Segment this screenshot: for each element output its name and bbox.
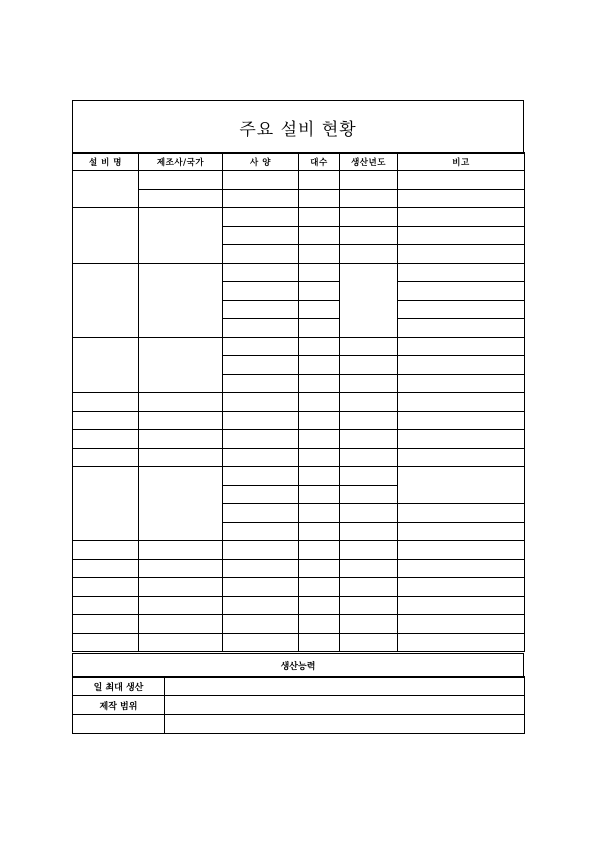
cell-name[interactable] bbox=[73, 430, 139, 449]
cell-qty[interactable] bbox=[299, 578, 340, 597]
cell-qty[interactable] bbox=[299, 485, 340, 504]
daily-max-label: 일 최대 생산 bbox=[73, 677, 165, 696]
table-row bbox=[73, 393, 525, 412]
cell-maker[interactable] bbox=[139, 430, 223, 449]
cell-year[interactable] bbox=[340, 522, 398, 541]
cell-name[interactable] bbox=[73, 633, 139, 652]
cell-year[interactable] bbox=[340, 467, 398, 486]
cell-spec[interactable] bbox=[223, 282, 299, 301]
cell-name[interactable] bbox=[73, 448, 139, 467]
col-header-maker: 제조사/국가 bbox=[139, 153, 223, 171]
cell-spec[interactable] bbox=[223, 578, 299, 597]
cell-remarks[interactable] bbox=[398, 411, 525, 430]
cell-spec[interactable] bbox=[223, 171, 299, 190]
cell-year[interactable] bbox=[340, 208, 398, 227]
scope-label: 제작 범위 bbox=[73, 696, 165, 715]
cell-name[interactable] bbox=[73, 559, 139, 578]
cell-spec[interactable] bbox=[223, 467, 299, 486]
capacity-table bbox=[72, 676, 525, 734]
cell-remarks[interactable] bbox=[398, 578, 525, 597]
cell-remarks[interactable] bbox=[398, 337, 525, 356]
cell-year[interactable] bbox=[340, 263, 398, 337]
cell-spec[interactable] bbox=[223, 189, 299, 208]
cell-remarks[interactable] bbox=[398, 356, 525, 375]
cell-remarks[interactable] bbox=[398, 319, 525, 338]
capacity-header: 생산능력 bbox=[73, 654, 524, 678]
table-row bbox=[73, 337, 525, 356]
cell-spec[interactable] bbox=[223, 522, 299, 541]
cell-spec[interactable] bbox=[223, 633, 299, 652]
cell-qty[interactable] bbox=[299, 467, 340, 486]
cell-name[interactable] bbox=[73, 578, 139, 597]
cell-remarks[interactable] bbox=[398, 430, 525, 449]
table-row bbox=[73, 615, 525, 634]
equipment-form bbox=[72, 100, 524, 733]
equipment-table bbox=[72, 152, 525, 652]
cell-remarks[interactable] bbox=[398, 189, 525, 208]
cell-spec[interactable] bbox=[223, 319, 299, 338]
cell-spec[interactable] bbox=[223, 615, 299, 634]
cell-year[interactable] bbox=[340, 596, 398, 615]
cell-spec[interactable] bbox=[223, 485, 299, 504]
cell-year[interactable] bbox=[340, 374, 398, 393]
cell-qty[interactable] bbox=[299, 282, 340, 301]
table-row bbox=[73, 467, 525, 486]
cell-qty[interactable] bbox=[299, 319, 340, 338]
daily-max-field[interactable] bbox=[165, 677, 525, 696]
cell-maker[interactable] bbox=[139, 448, 223, 467]
cell-maker[interactable] bbox=[139, 171, 223, 190]
cell-spec[interactable] bbox=[223, 430, 299, 449]
cell-year[interactable] bbox=[340, 411, 398, 430]
cell-remarks[interactable] bbox=[398, 504, 525, 523]
cell-name[interactable] bbox=[73, 541, 139, 560]
col-header-year: 생산년도 bbox=[340, 153, 398, 171]
cell-remarks[interactable] bbox=[398, 615, 525, 634]
table-row bbox=[73, 171, 525, 190]
cell-spec[interactable] bbox=[223, 300, 299, 319]
cell-remarks[interactable] bbox=[398, 596, 525, 615]
cell-maker[interactable] bbox=[139, 633, 223, 652]
table-row bbox=[73, 696, 525, 715]
cell-spec[interactable] bbox=[223, 541, 299, 560]
table-row bbox=[73, 430, 525, 449]
cell-year[interactable] bbox=[340, 226, 398, 245]
header-row bbox=[73, 153, 525, 171]
cell-maker[interactable] bbox=[139, 615, 223, 634]
cell-maker[interactable] bbox=[139, 208, 223, 264]
cell-remarks[interactable] bbox=[398, 226, 525, 245]
cell-qty[interactable] bbox=[299, 171, 340, 190]
cell-maker[interactable] bbox=[139, 263, 223, 337]
table-row bbox=[73, 208, 525, 227]
cell-year[interactable] bbox=[340, 541, 398, 560]
page-title: 주요 설비 현황 bbox=[73, 101, 524, 154]
cell-maker[interactable] bbox=[139, 337, 223, 393]
cell-spec[interactable] bbox=[223, 504, 299, 523]
cell-qty[interactable] bbox=[299, 245, 340, 264]
cell-maker[interactable] bbox=[139, 411, 223, 430]
cell-remarks[interactable] bbox=[398, 300, 525, 319]
cell-spec[interactable] bbox=[223, 448, 299, 467]
col-header-spec: 사 양 bbox=[223, 153, 299, 171]
cell-year[interactable] bbox=[340, 504, 398, 523]
cell-year[interactable] bbox=[340, 393, 398, 412]
cell-maker[interactable] bbox=[139, 467, 223, 541]
cell-qty[interactable] bbox=[299, 393, 340, 412]
cell-remarks[interactable] bbox=[398, 245, 525, 264]
cell-qty[interactable] bbox=[299, 337, 340, 356]
table-row bbox=[73, 677, 525, 696]
cell-year[interactable] bbox=[340, 171, 398, 190]
cell-year[interactable] bbox=[340, 337, 398, 356]
cell-qty[interactable] bbox=[299, 226, 340, 245]
table-row bbox=[73, 596, 525, 615]
cell-qty[interactable] bbox=[299, 300, 340, 319]
cell-name[interactable] bbox=[73, 411, 139, 430]
cell-spec[interactable] bbox=[223, 245, 299, 264]
cell-maker[interactable] bbox=[139, 541, 223, 560]
cell-year[interactable] bbox=[340, 615, 398, 634]
cell-remarks[interactable] bbox=[398, 393, 525, 412]
cell-year[interactable] bbox=[340, 356, 398, 375]
cell-spec[interactable] bbox=[223, 337, 299, 356]
cell-remarks[interactable] bbox=[398, 559, 525, 578]
cell-name[interactable] bbox=[73, 171, 139, 208]
cell-spec[interactable] bbox=[223, 374, 299, 393]
table-row bbox=[73, 715, 525, 734]
cell-maker[interactable] bbox=[139, 596, 223, 615]
cell-qty[interactable] bbox=[299, 356, 340, 375]
cell-year[interactable] bbox=[340, 245, 398, 264]
cell-name[interactable] bbox=[73, 467, 139, 541]
cell-spec[interactable] bbox=[223, 393, 299, 412]
cell-name[interactable] bbox=[73, 615, 139, 634]
cell-name[interactable] bbox=[73, 393, 139, 412]
title-table bbox=[72, 100, 524, 154]
col-header-name: 설 비 명 bbox=[73, 153, 139, 171]
capacity-header-table bbox=[72, 653, 524, 678]
cell-remarks[interactable] bbox=[398, 263, 525, 282]
cell-maker[interactable] bbox=[139, 393, 223, 412]
table-row bbox=[73, 578, 525, 597]
cell-year[interactable] bbox=[340, 578, 398, 597]
cell-year[interactable] bbox=[340, 189, 398, 208]
cell-maker[interactable] bbox=[139, 559, 223, 578]
cell-qty[interactable] bbox=[299, 208, 340, 227]
cell-remarks[interactable] bbox=[398, 633, 525, 652]
cell-qty[interactable] bbox=[299, 374, 340, 393]
cell-year[interactable] bbox=[340, 633, 398, 652]
blank-label[interactable] bbox=[73, 715, 165, 734]
cell-remarks[interactable] bbox=[398, 522, 525, 541]
cell-spec[interactable] bbox=[223, 559, 299, 578]
scope-field[interactable] bbox=[165, 696, 525, 715]
cell-qty[interactable] bbox=[299, 263, 340, 282]
col-header-qty: 대수 bbox=[299, 153, 340, 171]
cell-spec[interactable] bbox=[223, 208, 299, 227]
cell-remarks[interactable] bbox=[398, 448, 525, 467]
cell-qty[interactable] bbox=[299, 448, 340, 467]
table-row bbox=[73, 541, 525, 560]
cell-qty[interactable] bbox=[299, 411, 340, 430]
cell-name[interactable] bbox=[73, 208, 139, 264]
cell-name[interactable] bbox=[73, 596, 139, 615]
cell-remarks[interactable] bbox=[398, 374, 525, 393]
cell-maker[interactable] bbox=[139, 189, 223, 208]
cell-year[interactable] bbox=[340, 448, 398, 467]
cell-remarks[interactable] bbox=[398, 541, 525, 560]
cell-qty[interactable] bbox=[299, 541, 340, 560]
cell-qty[interactable] bbox=[299, 189, 340, 208]
cell-qty[interactable] bbox=[299, 615, 340, 634]
table-row bbox=[73, 189, 525, 208]
cell-year[interactable] bbox=[340, 559, 398, 578]
cell-spec[interactable] bbox=[223, 356, 299, 375]
cell-spec[interactable] bbox=[223, 263, 299, 282]
cell-qty[interactable] bbox=[299, 596, 340, 615]
cell-name[interactable] bbox=[73, 337, 139, 393]
cell-year[interactable] bbox=[340, 430, 398, 449]
cell-remarks[interactable] bbox=[398, 282, 525, 301]
cell-qty[interactable] bbox=[299, 559, 340, 578]
blank-field[interactable] bbox=[165, 715, 525, 734]
cell-year[interactable] bbox=[340, 485, 398, 504]
cell-spec[interactable] bbox=[223, 411, 299, 430]
cell-spec[interactable] bbox=[223, 226, 299, 245]
cell-qty[interactable] bbox=[299, 522, 340, 541]
cell-qty[interactable] bbox=[299, 504, 340, 523]
cell-remarks[interactable] bbox=[398, 467, 525, 504]
table-row bbox=[73, 263, 525, 282]
cell-maker[interactable] bbox=[139, 578, 223, 597]
cell-remarks[interactable] bbox=[398, 171, 525, 190]
table-row bbox=[73, 559, 525, 578]
cell-spec[interactable] bbox=[223, 596, 299, 615]
table-row bbox=[73, 448, 525, 467]
cell-remarks[interactable] bbox=[398, 208, 525, 227]
cell-qty[interactable] bbox=[299, 633, 340, 652]
table-row bbox=[73, 411, 525, 430]
col-header-remarks: 비고 bbox=[398, 153, 525, 171]
cell-name[interactable] bbox=[73, 263, 139, 337]
cell-qty[interactable] bbox=[299, 430, 340, 449]
table-row bbox=[73, 633, 525, 652]
